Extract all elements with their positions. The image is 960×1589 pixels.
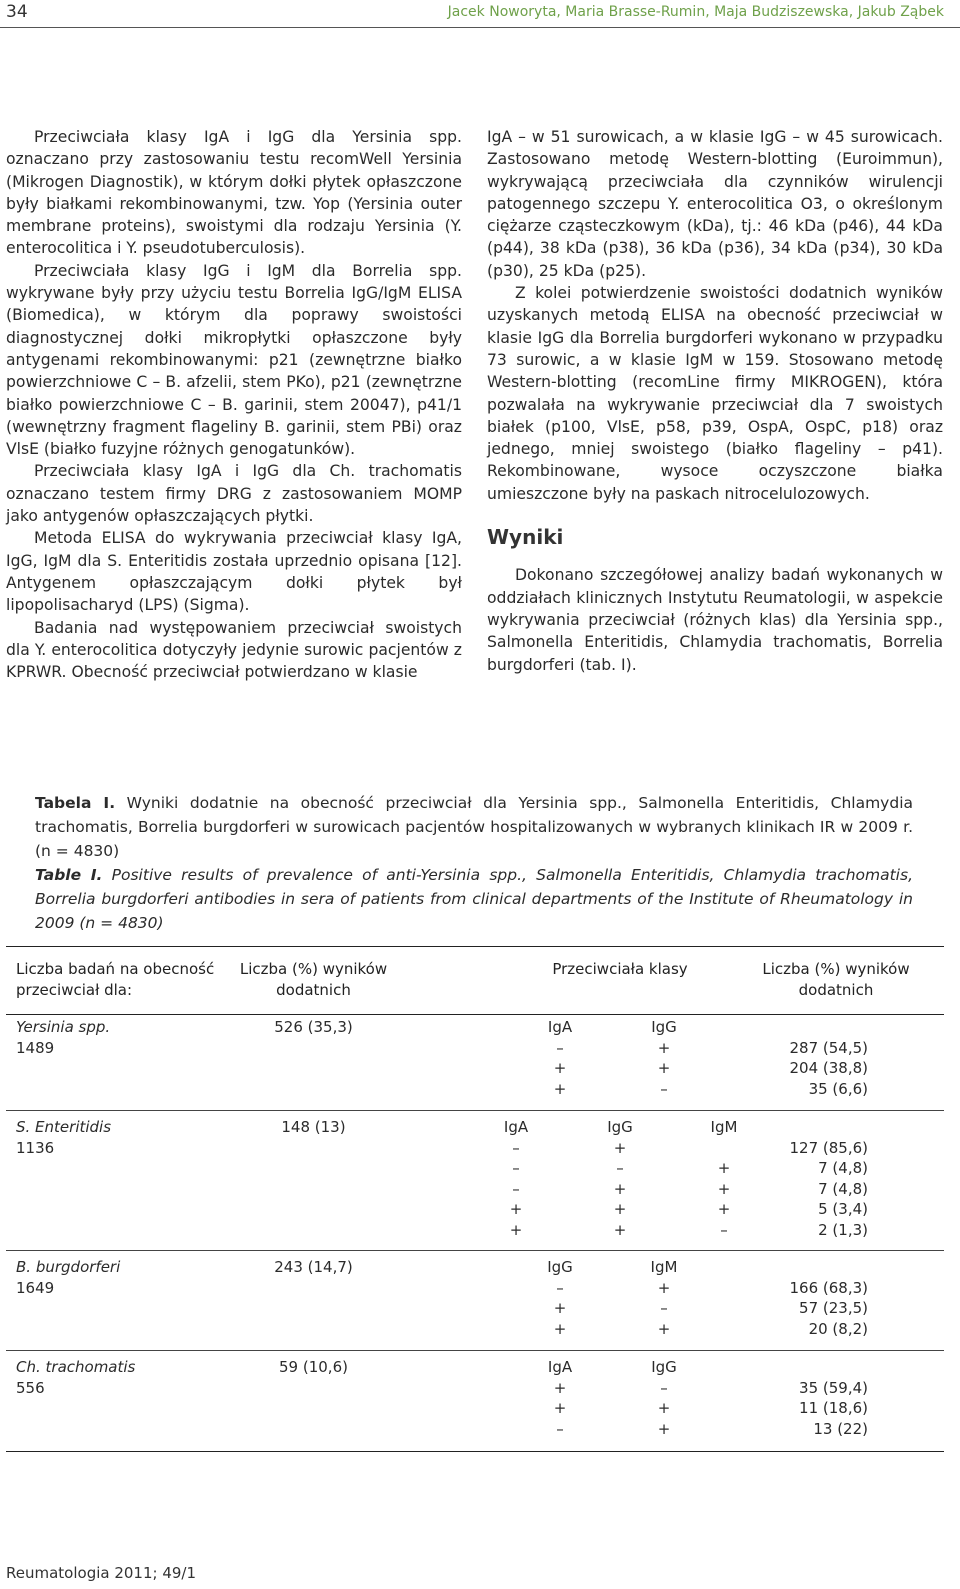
result-sign: + xyxy=(553,1319,567,1338)
result-sign: + xyxy=(553,1079,567,1098)
result-sign: + xyxy=(657,1419,671,1438)
class-positive-result: 166 (68,3) xyxy=(789,1278,868,1297)
result-sign: + xyxy=(553,1378,567,1397)
antibody-class-label: IgG xyxy=(547,1258,573,1276)
result-sign: – xyxy=(556,1278,564,1297)
paragraph-results: Dokonano szczegółowej analizy badań wykonanych w oddziałach klinicznych Instytutu Reumatologii, w aspekcie wykrywania przeciwciał (różnych klas) dla Yersinia spp., Salmonella Enteritidis, Chlamydia trachomatis, Borrelia burgdorferi (tab. I). xyxy=(487,566,943,674)
result-sign: – xyxy=(512,1138,520,1157)
caption-english-text: Positive results of prevalence of anti-Yersinia spp., Salmonella Enteritidis, Chlamydia trachomatis, Borrelia burgdorferi antibodies in sera of patients from clinical departments of the Institute of Rheumatology in 2009 (n = 4830) xyxy=(35,866,913,932)
antibody-class-label: IgA xyxy=(547,1018,573,1036)
class-positive-result: 57 (23,5) xyxy=(799,1299,868,1317)
pathogen-name: Yersinia spp. xyxy=(16,1018,111,1036)
class-positive-result: 13 (22) xyxy=(813,1419,868,1438)
class-positive-result: 11 (18,6) xyxy=(799,1399,868,1417)
paragraph-borrelia-method: Przeciwciała klasy IgG i IgM dla Borrelia spp. wykrywane były przy użyciu testu Borrelia IgG/IgM ELISA (Biomedica), w którym dla poprawy swoistości diagnostycznej dołki mikropłytki opłaszczone były antygenami rekombinowanymi: p21 (zewnętrzne białko powierzchniowe C – B. afzelii, stem PKo), p21 (zewnętrzne białko powierzchniowe C – B. garinii, stem 20047), p41/1 (wewnętrzny fragment flageliny B. garinii, stem PBi) oraz VlsE (białko fuzyjne różnych genogatunków). xyxy=(6,261,462,459)
class-positive-result: 5 (3,4) xyxy=(818,1200,868,1218)
paragraph-western-blot: IgA – w 51 surowicach, a w klasie IgG – w 45 surowicach. Zastosowano metodę Western-blotting (Euroimmun), wykrywającą przeciwciała dla czynników wirulencji patogennego szczepu Y. enterocolitica O3, o określonym ciężarze cząsteczkowym (kDa), tj.: 46 kDa (p46), 44 kDa (p44), 38 kDa (p38), 36 kDa (p36), 34 kDa (p34), 30 kDa (p30), 25 kDa (p25). xyxy=(487,128,943,280)
class-positive-result: 2 (1,3) xyxy=(818,1220,868,1239)
table-header-class-positive: Liczba (%) wyników dodatnich xyxy=(762,960,910,999)
antibody-class-label: IgM xyxy=(650,1258,678,1276)
table-group-rule xyxy=(6,1350,944,1351)
antibody-class-label: IgG xyxy=(651,1018,677,1036)
table-group-rule xyxy=(6,1250,944,1251)
result-sign: + xyxy=(657,1319,671,1338)
journal-footer: Reumatologia 2011; 49/1 xyxy=(6,1564,197,1582)
result-sign: + xyxy=(553,1059,567,1077)
result-sign: – xyxy=(556,1038,564,1057)
table-caption xyxy=(35,791,913,935)
antibody-class-label: IgA xyxy=(503,1118,529,1136)
result-sign: – xyxy=(660,1378,668,1397)
pathogen-name: B. burgdorferi xyxy=(16,1258,121,1276)
table-group-rule xyxy=(6,1110,944,1111)
result-sign: + xyxy=(717,1179,731,1198)
tested-count: 1649 xyxy=(16,1278,55,1297)
table-header-antibody-class: Przeciwciała klasy xyxy=(552,960,688,978)
positive-total: 148 (13) xyxy=(281,1118,346,1136)
result-sign: + xyxy=(657,1399,671,1417)
class-positive-result: 127 (85,6) xyxy=(789,1138,868,1157)
class-positive-result: 204 (38,8) xyxy=(789,1059,868,1077)
tested-count: 1136 xyxy=(16,1138,55,1157)
page-number: 34 xyxy=(6,2,28,22)
result-sign: + xyxy=(717,1159,731,1177)
tested-count: 556 xyxy=(16,1378,45,1397)
left-column xyxy=(6,126,462,683)
result-sign: + xyxy=(657,1038,671,1057)
result-sign: + xyxy=(613,1138,627,1157)
caption-english xyxy=(35,863,913,935)
result-sign: – xyxy=(616,1159,624,1177)
result-sign: + xyxy=(657,1059,671,1077)
pathogen-name: S. Enteritidis xyxy=(16,1118,112,1136)
result-sign: + xyxy=(553,1299,567,1317)
antibody-class-label: IgA xyxy=(547,1358,573,1376)
result-sign: – xyxy=(556,1419,564,1438)
table-header-rule xyxy=(6,1014,944,1015)
antibody-class-label: IgM xyxy=(710,1118,738,1136)
antibody-class-label: IgG xyxy=(607,1118,633,1136)
result-sign: + xyxy=(613,1220,627,1239)
result-sign: – xyxy=(512,1159,520,1177)
table-header-tested: Liczba badań na obecność przeciwciał dla: xyxy=(16,960,215,999)
class-positive-result: 287 (54,5) xyxy=(789,1038,868,1057)
table-top-rule xyxy=(6,946,944,947)
class-positive-result: 20 (8,2) xyxy=(808,1319,868,1338)
positive-total: 59 (10,6) xyxy=(279,1358,348,1376)
class-positive-result: 7 (4,8) xyxy=(818,1179,868,1198)
paragraph-chlamydia-method: Przeciwciała klasy IgA i IgG dla Ch. trachomatis oznaczano testem firmy DRG z zastosowaniem MOMP jako antygenów opłaszczających płytki. xyxy=(6,462,462,526)
result-sign: – xyxy=(660,1299,668,1317)
caption-polish-label: Tabela I. xyxy=(35,794,116,812)
result-sign: – xyxy=(512,1179,520,1198)
class-positive-result: 35 (6,6) xyxy=(808,1079,868,1098)
class-positive-result: 35 (59,4) xyxy=(799,1378,868,1397)
paragraph-salmonella-method: Metoda ELISA do wykrywania przeciwciał klasy IgA, IgG, IgM dla S. Enteritidis została uprzednio opisana [12]. Antygenem opłaszczającym dołki płytek był lipopolisacharyd (LPS) (Sigma). xyxy=(6,529,462,615)
result-sign: – xyxy=(720,1220,728,1239)
result-sign: + xyxy=(717,1200,731,1218)
result-sign: + xyxy=(509,1200,523,1218)
right-column xyxy=(487,126,943,676)
table-bottom-rule xyxy=(6,1451,944,1452)
table-header-positive: Liczba (%) wyników dodatnich xyxy=(239,960,388,999)
pathogen-name: Ch. trachomatis xyxy=(16,1358,136,1376)
result-sign: – xyxy=(660,1079,668,1098)
class-positive-result: 7 (4,8) xyxy=(818,1159,868,1177)
result-sign: + xyxy=(613,1200,627,1218)
positive-total: 243 (14,7) xyxy=(274,1258,353,1276)
tested-count: 1489 xyxy=(16,1038,55,1057)
paragraph-borrelia-confirmation: Z kolei potwierdzenie swoistości dodatnich wyników uzyskanych metodą ELISA na obecność przeciwciał w klasie IgG dla Borrelia burgdorferi wykonano w przypadku 73 surowic, a w klasie IgM w 159. Stosowano metodę Western-blotting (recomLine firmy MIKROGEN), która pozwalała na wykrywanie przeciwciał dla 7 swoistych białek (p100, VlsE, p58, p39, OspA, OspC, p18) oraz jednego, mniej swoistego (białko flageliny – p41). Rekombinowane, wysoce oczyszczone białka umieszczone były na paskach nitrocelulozowych. xyxy=(487,284,943,503)
paragraph-enterocolitica-study: Badania nad występowaniem przeciwciał swoistych dla Y. enterocolitica dotyczyły jedynie surowic pacjentów z KPRWR. Obecność przeciwciał potwierdzano w klasie xyxy=(6,618,462,682)
caption-polish-text: Wyniki dodatnie na obecność przeciwciał dla Yersinia spp., Salmonella Enteritidis, Chlamydia trachomatis, Borrelia burgdorferi w surowicach pacjentów hospitalizowanych w wybranych klinikach IR w 2009 r. (n = 4830) xyxy=(35,794,914,860)
result-sign: + xyxy=(509,1220,523,1239)
section-title: Wyniki xyxy=(487,525,564,550)
running-head-authors: Jacek Noworyta, Maria Brasse-Rumin, Maja Budziszewska, Jakub Ząbek xyxy=(447,4,944,20)
positive-total: 526 (35,3) xyxy=(274,1018,353,1036)
header-rule xyxy=(0,27,960,28)
result-sign: + xyxy=(657,1278,671,1297)
result-sign: + xyxy=(553,1399,567,1417)
antibody-class-label: IgG xyxy=(651,1358,677,1376)
caption-polish xyxy=(35,791,913,863)
caption-english-label: Table I. xyxy=(35,866,103,884)
paragraph-yersinia-method: Przeciwciała klasy IgA i IgG dla Yersinia spp. oznaczano przy zastosowaniu testu recomWell Yersinia (Mikrogen Diagnostik), w którym dołki płytek opłaszczone były białkami rekombinowanymi, tzw. Yop (Yersinia outer membrane proteins), swoistymi dla rodzaju Yersinia (Y. enterocolitica i Y. pseudotuberculosis). xyxy=(6,128,462,258)
result-sign: + xyxy=(613,1179,627,1198)
